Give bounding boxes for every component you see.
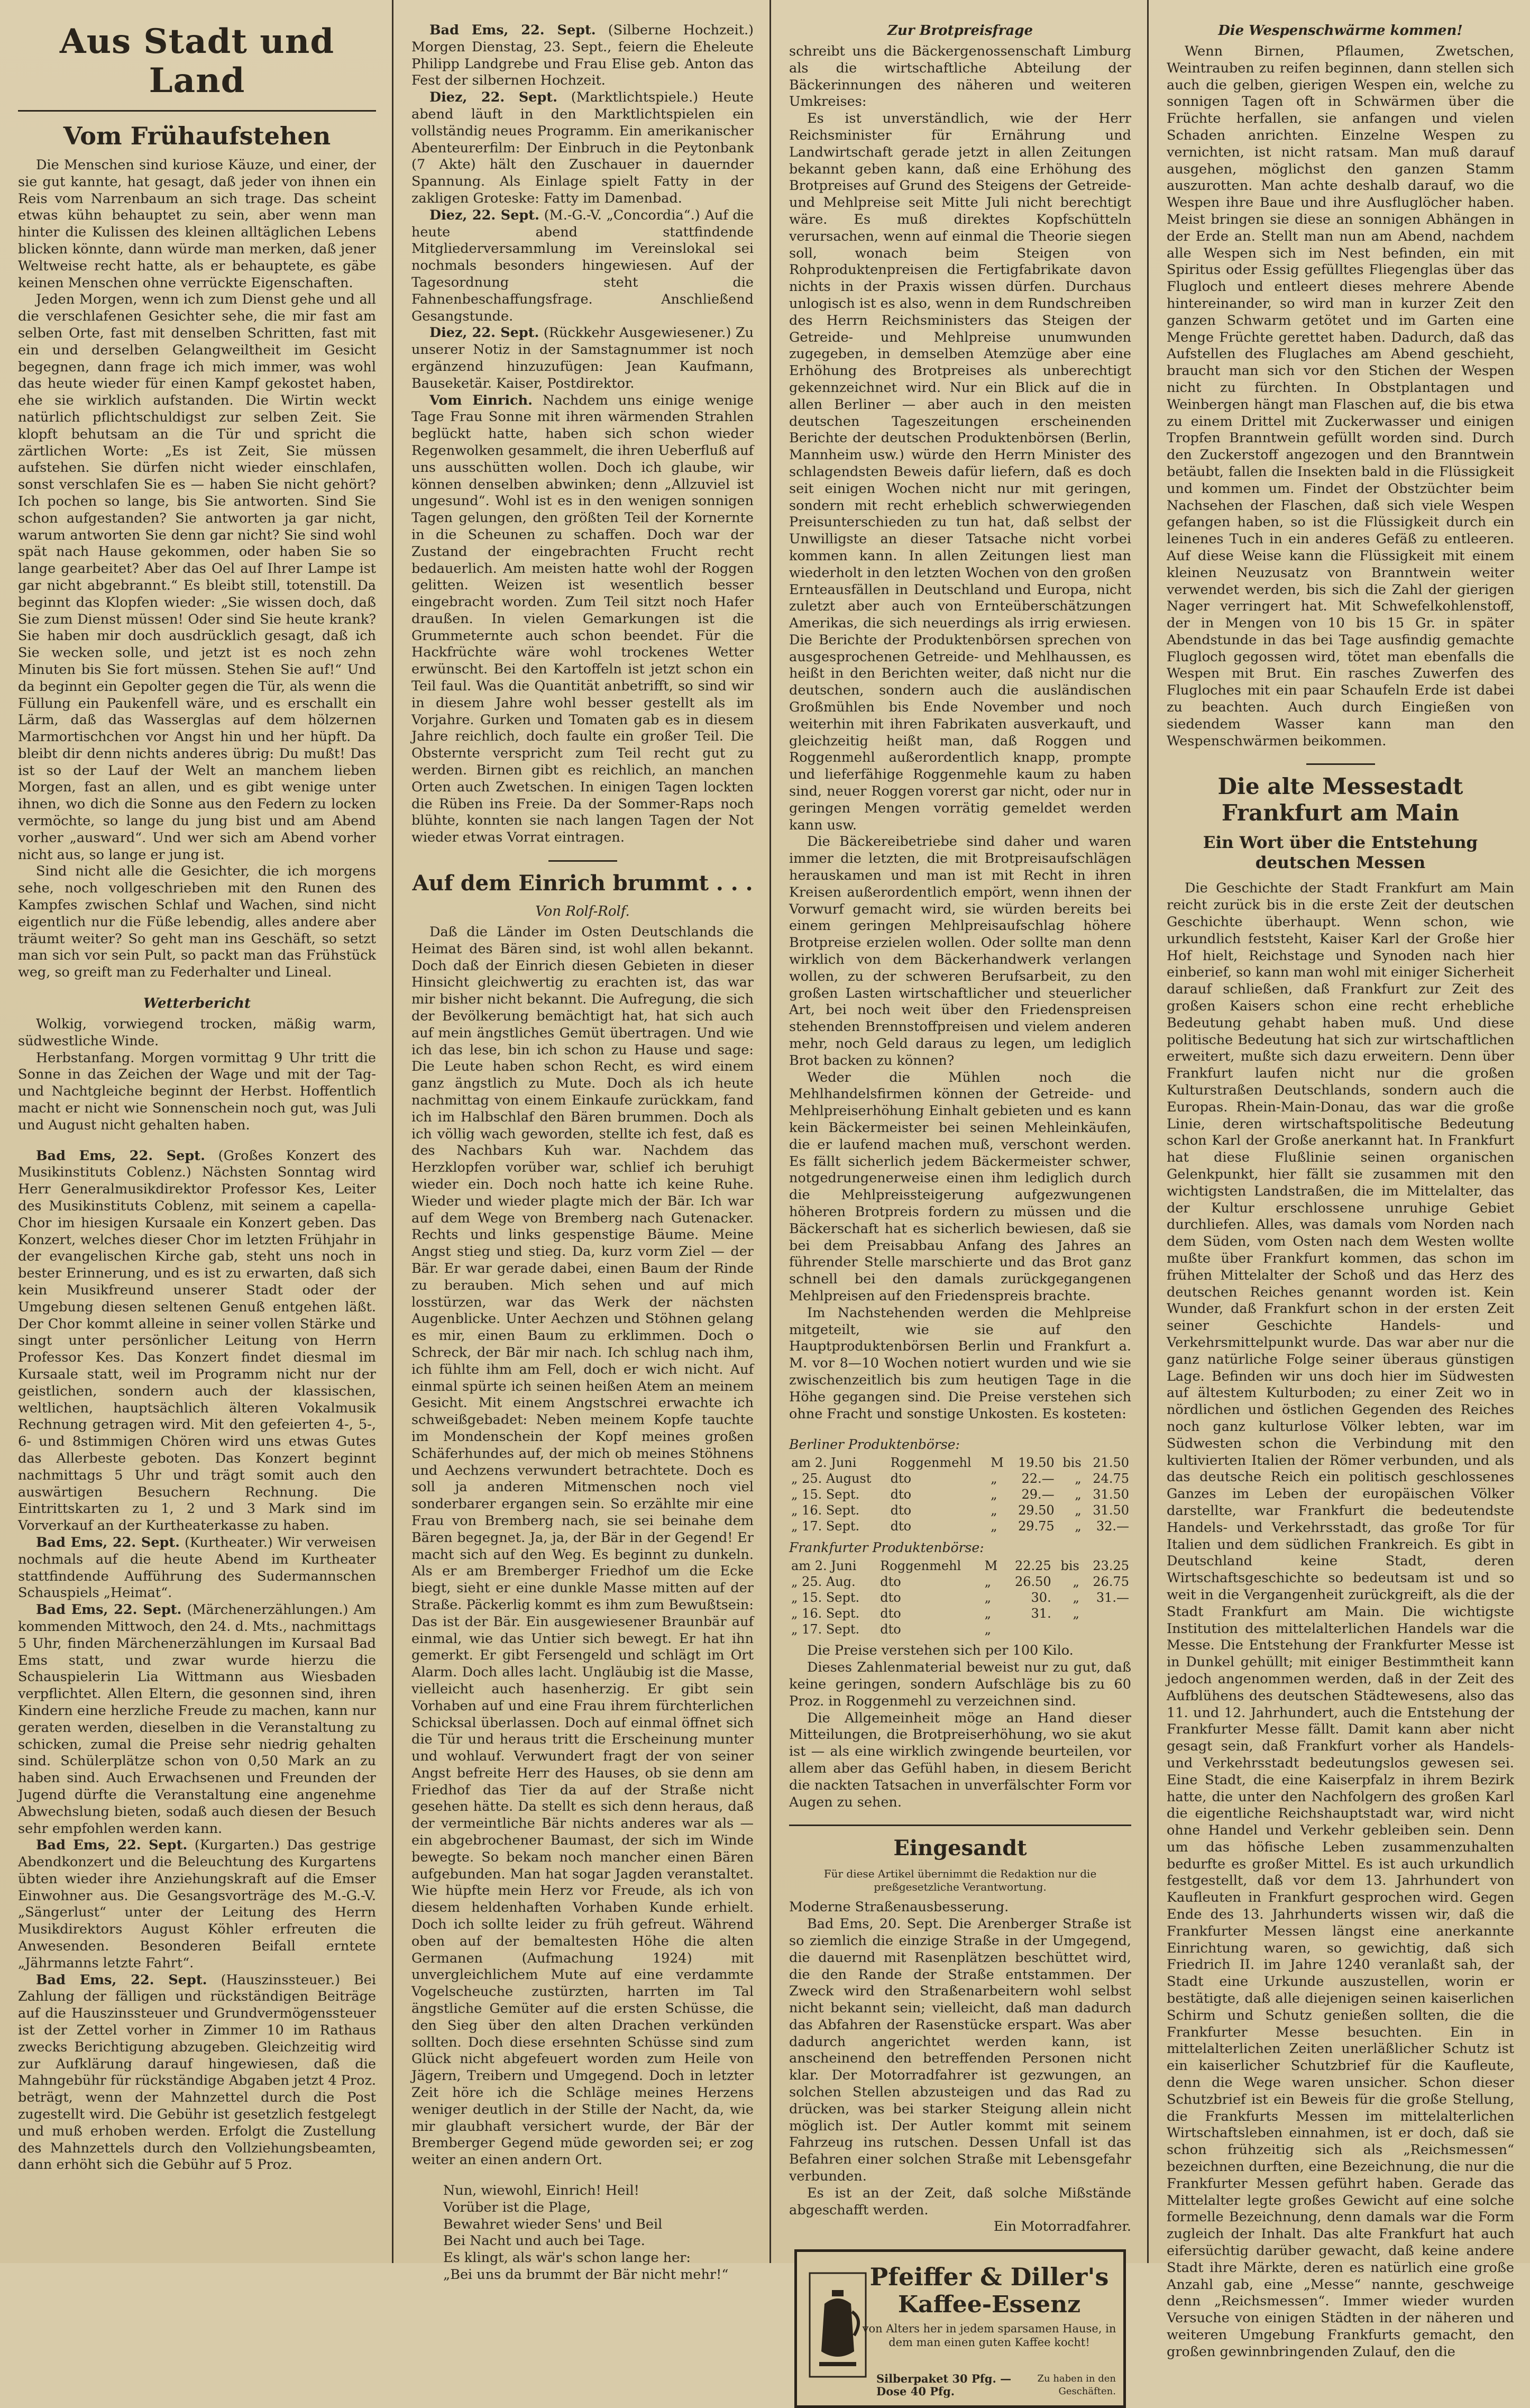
price-cell: „ <box>1073 1590 1079 1606</box>
news-item <box>411 89 754 207</box>
price-row <box>789 1486 1131 1502</box>
ad-footer <box>876 2373 1116 2398</box>
verse-line: Bei Nacht und auch bei Tage. <box>443 2233 645 2249</box>
price-cell: dto <box>880 1574 901 1590</box>
paragraph: Im Nachstehenden werden die Mehlpreise mitgeteilt, wie sie auf den Hauptproduktenbörsen Berlin und Frankfurt a. M. vor 8—10 Wochen notiert wurden und wie sie zwischenzeitlich bis zum heutigen Tage in die Höhe gegangen sind. Die Preise verstehen sich ohne Fracht und sonstige Unkosten. Es kosteten: <box>789 1305 1131 1422</box>
price-cell: 30. <box>1031 1590 1051 1606</box>
article-body <box>18 157 376 981</box>
price-cell: 26.50 <box>1014 1574 1051 1590</box>
article-title: Die Wespenschwärme kommen! <box>1218 23 1463 39</box>
news-text: (Großes Konzert des Musikinstituts Coblenz.) Nächsten Sonntag wird Herr Generalmusikdirektor Professor Kes, Leiter des Musikinstituts Coblenz, mit seinem a capella-Chor im hiesigen Kursaale ein Konzert geben. Das Konzert, welches dieser Chor im letzten Frühjahr in der evangelischen Kirche gab, steht uns noch in bester Erinnerung, und es ist zu erwarten, daß sich kein Musikfreund unserer Stadt oder der Umgebung diesen seltenen Genuß entgehen läßt. Der Chor kommt alleine in seiner vollen Stärke und singt unter persönlicher Leitung von Herrn Professor Kes. Das Konzert findet diesmal im Kursaale statt, weil im Programm nicht nur der geistlichen, sondern auch der klassischen, weltlichen, hauptsächlich älteren Vokalmusik Rechnung getragen wird. Mit den gefeierten 4-, 5-, 6- und 8stimmigen Chören wird uns etwas Gutes das Allerbeste geboten. Das Konzert beginnt nachmittags 5 Uhr und trägt somit auch den auswärtigen Besuchern Rechnung. Die Eintrittskarten zu 1, 2 und 3 Mark sind im Vorverkauf an der Kurtheaterkasse zu haben. <box>18 1147 376 1534</box>
editor-note: Für diese Artikel übernimmt die Redaktion nur die preßgesetzliche Verantwortung. <box>823 1867 1097 1894</box>
news-item <box>18 1602 376 1837</box>
story-author: Von Rolf-Rolf. <box>535 904 630 920</box>
paragraph: Dieses Zahlenmaterial beweist nur zu gut, daß keine geringen, sondern Aufschläge bis zu 60 Proz. in Roggenmehl zu verzeichnen sind. <box>789 1659 1131 1709</box>
price-cell: dto <box>880 1606 901 1621</box>
price-note: Die Preise verstehen sich per 100 Kilo. <box>807 1643 1074 1659</box>
price-cell <box>1082 1621 1131 1637</box>
dateline: Bad Ems, 22. Sept. <box>36 1972 207 1988</box>
price-cell: 29.50 <box>1018 1503 1055 1518</box>
paragraph: Wenn Birnen, Pflaumen, Zwetschen, Weintrauben zu reifen beginnen, dann stellen sich auch die gelben, gierigen Wespen ein, welche zu sonnigen Tagen oft in Schwärmen über die Früchte herfallen, sie anfangen und vielen Schaden anrichten. Einzelne Wespen zu vernichten, ist nicht ratsam. Man muß darauf ausgehen, möglichst den ganzen Stamm auszurotten. Man achte deshalb darauf, wo die Wespen ihre Baue und ihre Ausfluglöcher haben. Meist bringen sie diese an sonnigen Abhängen in der Erde an. Stellt man nun am Abend, nachdem alle Wespen sich im Nest befinden, ein mit Spiritus oder Essig gefülltes Fliegenglas über das Flugloch und entleert dieses mehrere Abende hintereinander, so wird man in kurzer Zeit den ganzen Schwarm getötet und im Garten eine Menge Früchte gerettet haben. Dadurch, daß das Aufstellen des Fluglaches am Abend geschieht, braucht man sich vor den Stichen der Wespen nicht zu fürchten. In Obstplantagen und Weinbergen hängt man Flaschen auf, die bis etwa zu einem Drittel mit Zuckerwasser und einigen Tropfen Branntwein gefüllt worden sind. Durch den Zuckerstoff angezogen und den Branntwein betäubt, fallen die Insekten bald in die Flüssigkeit und kommen um. Findet der Obstzüchter beim Nachsehen der Flaschen, daß sich viele Wespen gefangen haben, so ist die Flüssigkeit durch ein leinenes Tuch in ein anderes Gefäß zu entleeren. Auf diese Weise kann die Flüssigkeit mit einem kleinen Neuzusatz von Branntwein weiter verwendet werden, bis sich die Zahl der gierigen Nager verringert hat. Mit Schwefelkohlenstoff, der in Mengen von 10 bis 15 Gr. in später Abendstunde in das bei Tage ausfindig gemachte Flugloch gegossen wird, tötet man ebenfalls die Wespen mit Brut. Ein rasches Zuwerfen des Flugloches mit ein paar Schaufeln Erde ist dabei zu beachten. Auch durch Eingießen von siedendem Wasser kann man den Wespenschwärmen beikommen. <box>1167 43 1514 749</box>
paragraph: Es ist unverständlich, wie der Herr Reichsminister für Ernährung und Landwirtschaft gerade jetzt in allen Zeitungen bekannt geben kann, daß eine Erhöhung des Brotpreises auf Grund des Steigens der Getreide- und Mehlpreise seit Mitte Juli nicht berechtigt wäre. Es muß direktes Kopfschütteln verursachen, wenn auf einmal die Theorie siegen soll, wonach beim Steigen von Rohproduktenpreisen die Fertigfabrikate davon nichts in der Praxis wissen dürfen. Durchaus unlogisch ist es also, wenn in dem Rundschreiben des Herrn Reichsministers das Steigen der Getreide- und Mehlpreise unumwunden zugegeben, in demselben Atemzüge aber eine Erhöhung des Brotpreises als unberechtigt gekennzeichnet wird. Nur ein Blick auf die in allen Berliner — aber auch in den meisten deutschen Tageszeitungen erscheinenden Berichte der deutschen Produktenbörsen (Berlin, Mannheim usw.) würde den Herrn Minister des schlagendsten Beweis dafür liefern, daß es doch seit einigen Wochen nicht nur mit geringen, sondern mit recht erheblich schwerwiegenden Preisunterschieden zu tun hat, daß selbst der Unwilligste an dieser Tatsache nicht vorbei kommen kann. In allen Zeitungen liest man wiederholt in den letzten Wochen von den großen Ernteausfällen in Deutschland und Europa, nicht zuletzt aber auch von Ernteüberschätzungen Amerikas, die sich neuerdings als irrig erwiesen. Die Berichte der Produktenbörsen sprechen von ausgesprochenen Getreide- und Mehlhaussen, es heißt in den Berichten weiter, daß nicht nur die deutschen, sondern auch die ausländischen Großmühlen bis Ende November und noch weiterhin mit ihren Fabrikaten ausverkauft, und gleichzeitig heißt man, daß Roggen und Roggenmehl außerordentlich knapp, prompte und lieferfähige Roggenmehle kaum zu haben sind, neuer Roggen vorerst gar nicht, oder nur in geringen Mengen vorrätig gemeldet werden kann usw. <box>789 111 1131 833</box>
price-cell: „ <box>1075 1519 1082 1534</box>
section-title: Eingesandt <box>893 1836 1027 1861</box>
price-cell <box>1004 1621 1053 1637</box>
ad-tagline: von Alters her in jedem sparsamen Hause, in dem man einen guten Kaffee kocht! <box>862 2322 1116 2349</box>
article-body <box>1167 880 1514 2360</box>
news-item <box>18 1535 376 1602</box>
price-cell: „ <box>1073 1574 1079 1590</box>
price-cell: „ <box>984 1606 992 1621</box>
price-table-title: Frankfurter Produktenbörse: <box>789 1540 984 1556</box>
price-cell <box>1082 1606 1131 1621</box>
paragraph: Die Geschichte der Stadt Frankfurt am Main reicht zurück bis in die erste Zeit der deutschen Geschichte überhaupt. Wenn schon, wie urkundlich feststeht, Kaiser Karl der Große hier Hof hielt, Reichstage und Synoden nach hier einberief, so kann man wohl mit einiger Sicherheit darauf schließen, daß Frankfurt zur Zeit des großen Kaisers schon eine recht erhebliche Bedeutung gehabt haben muß. Und diese politische Bedeutung hat sich zur wirtschaftlichen erweitert, mußte sich dazu erweitern. Denn über Frankfurt laufen nicht nur die großen Kulturstraßen Deutschlands, sondern auch die Europas. Rhein-Main-Donau, das war die große Linie, deren wirtschaftspolitische Bedeutung schon Karl der Große anerkannt hat. In Frankfurt hat diese Flußlinie seinen organischen Gelenkpunkt, hier fällt sie zusammen mit den wichtigsten Landstraßen, die im Mittelalter, das der Kultur erschlossene unruhige Gebiet durchliefen. Alles, was damals vom Norden nach dem Süden, vom Osten nach dem Westen wollte mußte über Frankfurt kommen, das schon im frühen Mittelalter der Schoß und das Herz des deutschen Reiches genannt worden ist. Kein Wunder, daß Frankfurt schon in der ersten Zeit seiner Geschichte Handels- und Verkehrsmittelpunkt wurde. Das war aber nur die ganz natürliche Folge seiner überaus günstigen Lage. Befinden wir uns doch hier im Südwesten auf ältestem Kulturboden; zu einer Zeit wo in nördlichen und östlichen Gegenden des Reiches noch ganz kulturlose Völker lebten, war im Südwesten schon die Verbindung mit den kultivierten Italien der Römer verbunden, und als das deutsche Reich ein politisch geschlossenes Ganzes im Leben der europäischen Völker darstellte, war Frankfurt die bedeutendste Handels- und Verkehrsstadt, das große Tor für Italien und dem südlichen Frankreich. Es gibt in Deutschland keine Stadt, deren Wirtschaftsgeschichte so bedeutsam ist und so weit in die Vergangenheit zurückgreift, als die der Stadt Frankfurt am Main. Die wichtigste Institution des mittelalterlichen Handels war die Messe. Die Entstehung der Frankfurter Messe ist in Dunkel gehüllt; mit einiger Bestimmtheit kann jedoch angenommen werden, daß in der Zeit des Aufblühens des deutschen Städtewesens, also das 11. und 12. Jahrhundert, auch die Entstehung der Frankfurter Messe fällt. Damit kann aber nicht gesagt sein, daß Frankfurt vorher als Handels- und Verkehrsstadt bedeutungslos gewesen sei. Eine Stadt, die eine Kaiserpfalz in ihrem Bezirk hatte, die unter den Nachfolgern des großen Karl die eigentliche Reichshauptstadt war, wird nicht ohne Handel und Verkehr gebleiben sein. Denn um das höfische Leben zusammenzuhalten bedurfte es großer Mittel. Es ist auch urkundlich festgestellt, daß vor dem 13. Jahrhundert von Kaufleuten in Frankfurt gesprochen wird. Gegen Ende des 13. Jahrhunderts wissen wir, daß die Frankfurter Messen längst eine anerkannte Einrichtung waren, so gewichtig, daß sich Friedrich II. im Jahre 1240 veranlaßt sah, der Stadt eine Urkunde auszustellen, worin er bestätigte, daß alle diejenigen seinen kaiserlichen Schirm und Schutz genießen sollten, die die Frankfurter Messe besuchten. Ein in mittelalterlichen Zeiten unerläßlicher Schutz ist ein kaiserlicher Schutzbrief für die Kaufleute, denn die Wege waren unsicher. Schon dieser Schutzbrief ist ein Beweis für die große Stellung, die Frankfurts Messen im mittelalterlichen Wirtschaftsleben einnahmen, ist er doch, daß sie schon frühzeitig sich als „Reichsmessen“ bezeichnen durften, eine Bezeichnung, die nur die Frankfurter Messen geführt haben. Gerade das Mittelalter legte großes Gewicht auf eine solche formelle Bezeichnung, denn damals war die Form zugleich der Inhalt. Das alte Frankfurt hat auch eifersüchtig darüber gewacht, daß keine andere Stadt ihre Märkte, deren es natürlich eine große Anzahl gab, eine „Messe“ nannte, geschweige denn „Reichsmessen“. Immer wieder wurden Versuche von einigen Städten in der näheren und weiteren Umgebung Frankfurts gemacht, den großen gewinnbringenden Zulauf, den die <box>1167 880 1514 2360</box>
divider <box>789 1825 1131 1826</box>
price-cell: bis <box>1062 1455 1082 1471</box>
weather-report <box>18 1016 376 1134</box>
price-cell: am 2. Juni <box>791 1558 857 1574</box>
price-row <box>789 1590 1131 1606</box>
ad-title: Pfeiffer & Diller's <box>869 2263 1109 2292</box>
dateline: Diez, 22. Sept. <box>429 207 539 223</box>
price-cell: „ 15. Sept. <box>791 1590 860 1606</box>
price-cell: „ <box>984 1574 992 1590</box>
paragraph: schreibt uns die Bäckergenossenschaft Limburg als die wirtschaftliche Abteilung der Bäckerinnungen des näheren und weiteren Umkreises: <box>789 43 1131 110</box>
news-item <box>18 1837 376 1972</box>
price-row <box>789 1455 1131 1471</box>
price-cell: 29.— <box>1021 1487 1055 1502</box>
price-cell: „ <box>1075 1471 1082 1486</box>
price-table-title: Berliner Produktenbörse: <box>789 1437 960 1453</box>
coffee-pot-icon <box>809 2272 867 2378</box>
price-row <box>789 1502 1131 1518</box>
price-cell: 19.50 <box>1018 1455 1055 1471</box>
price-cell: M <box>984 1558 998 1574</box>
price-row <box>789 1574 1131 1590</box>
verse-line: „Bei uns da brummt der Bär nicht mehr!“ <box>443 2267 729 2283</box>
verse <box>411 2183 754 2284</box>
price-cell: „ <box>991 1471 997 1486</box>
price-cell: „ 16. Sept. <box>791 1503 860 1518</box>
dateline: Bad Ems, 22. Sept. <box>36 1147 205 1164</box>
news-text: (Kurgarten.) Das gestrige Abendkonzert und die Beleuchtung des Kurgartens übten wieder ihre Anziehungskraft auf die Emser Einwohner aus. Die Gesangsvorträge des M.-G.-V. „Sängerlust“ unter der Leitung des Herrn Musikdirektors August Köhler erfreuten die Anwesenden. Besonderen Beifall erntete „Jährmanns letzte Fahrt“. <box>18 1837 376 1971</box>
price-cell: „ 25. Aug. <box>791 1574 856 1590</box>
article-body <box>789 43 1131 1422</box>
price-cell: dto <box>880 1590 901 1606</box>
price-cell: 31. <box>1031 1606 1051 1621</box>
verse-line: Vorüber ist die Plage, <box>443 2199 591 2215</box>
price-cell: 31.50 <box>1093 1503 1129 1518</box>
ad-availability: Zu haben in den Geschäften. <box>1037 2373 1116 2397</box>
dateline: Diez, 22. Sept. <box>429 89 557 106</box>
price-table-frankfurt <box>789 1558 1131 1637</box>
verse-line: Nun, wiewohl, Einrich! Heil! <box>443 2183 639 2199</box>
price-cell: „ <box>991 1503 997 1518</box>
price-cell: 29.75 <box>1018 1519 1055 1534</box>
price-cell: Roggenmehl <box>890 1455 972 1471</box>
price-cell: „ <box>1073 1606 1079 1621</box>
price-cell: „ 15. Sept. <box>791 1487 860 1502</box>
price-cell: 31.— <box>1096 1590 1129 1606</box>
price-cell: dto <box>890 1487 912 1502</box>
news-text: (Hauszinssteuer.) Bei Zahlung der fälligen und rückständigen Beiträge auf die Hauszinssteuer und Grundvermögenssteuer ist der Zettel vorher in Zimmer 10 im Rathaus zwecks Berichtigung abzugeben. Gleichzeitig wird zur Aufklärung darauf hingewiesen, daß die Mahngebühr für rückständige Abgaben jetzt 4 Proz. beträgt, wenn der Mahnzettel durch die Post zugestellt wird. Die Gebühr ist gesetzlich festgelegt und muß erhoben werden. Erfolgt die Zustellung des Mahnzettels durch den Vollziehungsbeamten, dann erhöht sich die Gebühr auf 5 Proz. <box>18 1972 376 2173</box>
ad-price: Silberpaket 30 Pfg. — Dose 40 Pfg. <box>876 2372 1012 2398</box>
price-cell: dto <box>880 1622 901 1637</box>
column-4 <box>1147 0 1530 2360</box>
column-2 <box>392 0 769 2283</box>
news-text: (Märchenerzählungen.) Am kommenden Mittwoch, den 24. d. Mts., nachmittags 5 Uhr, finden Märchenerzählungen im Kursaal Bad Ems statt, und zwar wurde hierzu die Schauspielerin Lia Wittmann aus Wiesbaden verpflichtet. Allen Eltern, die gesonnen sind, ihren Kindern eine herzliche Freude zu machen, kann nur geraten werden, dieselben in die Veranstaltung zu schicken, zumal die Preise sehr niedrig gehalten sind. Schülerplätze schon von 0,50 Mark an zu haben sind. Auch Erwachsenen und Freunden der Jugend dürfte die Veranstaltung eine angenehme Abwechslung bieten, sodaß auch diesen der Besuch sehr empfohlen werden kann. <box>18 1602 376 1837</box>
news-item <box>411 22 754 89</box>
price-cell: 32.— <box>1096 1519 1129 1534</box>
column-1 <box>0 0 392 2263</box>
price-cell: dto <box>890 1519 912 1534</box>
news-item <box>18 1148 376 1535</box>
paragraph: Daß die Länder im Osten Deutschlands die Heimat des Bären sind, ist wohl allen bekannt. Doch daß der Einrich diesen Gebieten in dieser Hinsicht gleichwertig zu erachten ist, das war mir bisher nicht bekannt. Die Aufregung, die sich der Bevölkerung bemächtigt hat, hat sich auch auf mein ängstliches Gemüt übertragen. Und wie ich das lese, bin ich schon zu Hause und sage: Die Leute haben schon Recht, es wird einem ganz ängstlich zu Mute. Doch als ich heute nachmittag von einem Einkaufe zurückkam, fand ich im Halbschlaf den Bären brummen. Doch als ich völlig wach geworden, stellte ich fest, daß es des Nachbars Kuh war. Nachdem das Herzklopfen vorüber war, schlief ich beruhigt wieder ein. Doch noch hatte ich keine Ruhe. Wieder und wieder plagte mich der Bär. Ich war auf dem Wege von Bremberg nach Gutenacker. Rechts und links gespenstige Bäume. Meine Angst stieg und stieg. Da, kurz vorm Ziel — der Bär. Er war gerade dabei, einen Baum der Rinde zu berauben. Mich sehen und auf mich losstürzen, war das Werk der nächsten Augenblicke. Unter Aechzen und Stöhnen gelang es mir, einen Baum zu erklimmen. Doch o Schreck, der Bär mir nach. Ich schlug nach ihm, ich fühlte ihm am Fell, doch er wich nicht. Auf einmal spürte ich seinen heißen Atem an meinem Gesicht. Mit einem Angstschrei erwachte ich schweißgebadet: Neben meinem Kopfe tauchte im Mondenschein der Kopf meines großen Schäferhundes auf, der mich ob meines Stöhnens und Aechzens verwundert betrachtete. Doch es soll ja anderen Mitmenschen noch viel sonderbarer ergangen sein. So erzählte mir eine Frau von Bremberg nach, sie sei beinahe dem Bären begegnet. Ja, ja, der Bär in der Gegend! Er macht sich auf den Weg. Es beginnt zu dunkeln. Als er am Bremberger Friedhof um die Ecke biegt, sieht er eine dunkle Masse mitten auf der Straße. Päckerlig kommt es ihm zum Bewußtsein: Das ist der Bär. Ein ausgewiesener Braunbär auf einmal, wie das Untier sich bewegt. Er hat ihn gemerkt. Er gibt Fersengeld und schlägt im Ort Alarm. Doch alles lacht. Ungläubig ist die Masse, vielleicht auch hasenherzig. Er gibt sein Vorhaben auf und eine Frau ihrem fürchterlichen Schicksal überlassen. Doch auf einmal öffnet sich die Tür und heraus tritt die Erscheinung munter und wohlauf. Verwundert fragt der von seiner Angst befreite Herr des Hauses, ob sie denn am Friedhof das Tier da auf der Straße nicht gesehen hätte. Da stellt es sich denn heraus, daß der vermeintliche Bär nichts anderes war als — ein abgebrochener Baumast, der sich im Winde bewegte. So bekam noch mancher einen Bären aufgebunden. Man hat sogar Jagden veranstaltet. Wie hüpfte mein Herz vor Freude, als ich von diesem heldenhaften Vorhaben Kunde erhielt. Doch ich sollte leider zu früh gefreut. Während oben auf der bemaltesten Höhe die alten Germanen (Aufmachung 1924) mit unvergleichlichem Mute auf eine verdammte Vogelscheuche zustürzten, harrten im Tal ängstliche Gemüter auf die ersten Schüsse, die den Sieg über den alten Drachen verkünden sollten. Doch diese ersehnten Schüsse sind zum Glück nicht abgefeuert worden zum Heile von Jägern, Treibern und Umgegend. Doch in letzter Zeit höre ich die Schläge meines Herzens weniger deutlich in der Stille der Nacht, da, wie mir glaubhaft versichert wurde, der Bär der Bremberger Gegend müde geworden sei; er zog weiter an einen andern Ort. <box>411 924 754 2168</box>
dateline: Bad Ems, 22. Sept. <box>36 1602 182 1618</box>
local-news <box>411 22 754 846</box>
price-cell: „ <box>984 1590 992 1606</box>
price-row <box>789 1518 1131 1534</box>
divider <box>548 860 617 862</box>
price-cell: 22.25 <box>1014 1558 1051 1574</box>
price-cell: 22.— <box>1021 1471 1055 1486</box>
paragraph: Wolkig, vorwiegend trocken, mäßig warm, südwestliche Winde. <box>18 1016 376 1049</box>
story-body <box>411 924 754 2169</box>
price-cell: „ 17. Sept. <box>791 1622 860 1637</box>
price-row <box>789 1621 1131 1637</box>
article-subtitle: Ein Wort über die Entstehung deutschen Messen <box>1203 833 1478 873</box>
divider <box>1306 763 1375 765</box>
letter-signature: Ein Motorradfahrer. <box>993 2219 1131 2235</box>
price-cell: „ <box>1075 1503 1082 1518</box>
dateline: Bad Ems, 22. Sept. <box>429 22 596 38</box>
paragraph: Die Allgemeinheit möge an Hand dieser Mitteilungen, die Brotpreiserhöhung, wo sie akut ist — als eine wirklich zwingende beurteilen, vor allem aber das Gefühl haben, in diesem Bericht die nackten Tatsachen in unverfälschter Form vor Augen zu sehen. <box>789 1710 1131 1810</box>
advertisement <box>794 2249 1126 2408</box>
price-cell: 23.25 <box>1093 1558 1129 1574</box>
article-body <box>1167 43 1514 750</box>
paragraph: Sind nicht alle die Gesichter, die ich morgens sehe, noch vollgeschrieben mit den Runen des Kampfes zwischen Schlaf und Wachen, sind nicht eigentlich nur die Füße lebendig, alles andere aber träumt weiter? So geht man ins Geschäft, so setzt man sich vor sein Pult, so packt man das Frühstück weg, so greift man zu Federhalter und Lineal. <box>18 863 376 981</box>
weather-title: Wetterbericht <box>143 996 251 1012</box>
news-text: Nachdem uns einige wenige Tage Frau Sonne mit ihren wärmenden Strahlen beglückt hatte, haben sich schon wieder Regenwolken gesammelt, die ihren Ueberfluß auf uns ausschütten wollen. Doch ich glaube, wir können denselben abwinken; denn „Allzuviel ist ungesund“. Wohl ist es in den wenigen sonnigen Tagen gelungen, den größten Teil der Kornernte in die Scheunen zu schaffen. Doch war der Zustand der eingebrachten Frucht recht bedauerlich. Am meisten hatte wohl der Roggen gelitten. Weizen ist wesentlich besser eingebracht worden. Zum Teil sitzt noch Hafer draußen. In vielen Gemarkungen ist die Grummeternte auch schon beendet. Für die Hackfrüchte wäre wohl trockenes Wetter erwünscht. Bei den Kartoffeln ist jetzt schon ein Teil faul. Was die Quantität anbetrifft, so sind wir in diesem Jahre wohl besser gestellt als im Vorjahre. Gurken und Tomaten gab es in diesem Jahre reichlich, doch faulte ein großer Teil. Die Obsternte verspricht zum Teil recht gut zu werden. Birnen gibt es reichlich, an manchen Orten auch Zwetschen. In einigen Tagen lockten die Rüben ins Freie. Da der Sommer-Raps noch blühte, konnten sie nach langen Tagen der Not wieder etwas Vorrat eintragen. <box>411 392 754 846</box>
price-cell: dto <box>890 1471 912 1486</box>
price-cell <box>1053 1621 1082 1637</box>
price-row <box>789 1471 1131 1486</box>
dateline: Bad Ems, 22. Sept. <box>36 1837 188 1854</box>
paragraph: Weder die Mühlen noch die Mehlhandelsfirmen können der Getreide- und Mehlpreiserhöhung Einhalt gebieten und es kann kein Bäckermeister bei seinen Mehleinkäufen, die er laufend machen muß, verschont werden. Es fällt sicherlich jedem Bäckermeister schwer, notgedrungenerweise einen ihm lediglich durch die Mehlpreissteigerung aufgezwungenen höheren Brotpreis fordern zu müssen und die Bäckerschaft hat es sicherlich bewiesen, daß sie bei dem Preisabbau Anfang des Jahres an führender Stelle marschierte und das Brot ganz schnell bei den damals zurückgegangenen Mehlpreisen auf den Friedenspreis brachte. <box>789 1069 1131 1304</box>
dateline: Vom Einrich. <box>429 392 533 408</box>
price-cell: bis <box>1060 1558 1079 1574</box>
news-text: (Kurtheater.) Wir verweisen nochmals auf die heute Abend im Kurtheater stattfindende Aufführung des Sudermannschen Schauspiels „Heimat“. <box>18 1534 376 1601</box>
letter-text: Es ist an der Zeit, daß solche Mißstände abgeschafft werden. <box>789 2185 1131 2218</box>
article-title: Zur Brotpreisfrage <box>887 23 1033 39</box>
price-cell: „ <box>991 1519 997 1534</box>
price-cell: 26.75 <box>1093 1574 1129 1590</box>
article-title: Die alte Messestadt Frankfurt am Main <box>1217 773 1463 826</box>
price-cell: „ <box>991 1487 997 1502</box>
price-cell: „ 25. August <box>791 1471 872 1486</box>
article-title: Vom Frühaufstehen <box>63 122 331 150</box>
column-3 <box>769 0 1147 2398</box>
letter-subject: Moderne Straßenausbesserung. <box>789 1899 1009 1916</box>
news-text: (Rückkehr Ausgewiesener.) Zu unserer Notiz in der Samstagnummer ist noch ergänzend hinzuzufügen: Jean Kaufmann, Bauseketär. Kaiser, Postdirektor. <box>411 325 754 391</box>
paragraph: Herbstanfang. Morgen vormittag 9 Uhr tritt die Sonne in das Zeichen der Wage und mit der Tag- und Nachtgleiche beginnt der Herbst. Hoffentlich macht er nicht wie Sonnenschein noch gut, was Juli und August nicht gehalten haben. <box>18 1050 376 1133</box>
letter-text: Bad Ems, 20. Sept. Die Arenberger Straße ist so ziemlich die einzige Straße in der Umgegend, die dauernd mit Rasenplätzen beschüttet wird, die den Rande der Straße entstammen. Der Zweck wird den Straßenarbeitern wohl selbst nicht bekannt sein; vielleicht, daß man dadurch das Abfahren der Rasenstücke erspart. Was aber dadurch angerichtet werden kann, ist anscheinend den betreffenden Personen nicht klar. Der Motorradfahrer ist gezwungen, an solchen Stellen abzusteigen und das Rad zu drücken, was bei starker Steigung allein nicht möglich ist. Der Autler kommt mit seinem Fahrzeug ins rutschen. Dessen Unfall ist das Befahren einer solchen Straße mit Lebensgefahr verbunden. <box>789 1916 1131 2185</box>
dateline: Bad Ems, 22. Sept. <box>36 1534 180 1550</box>
paragraph: Jeden Morgen, wenn ich zum Dienst gehe und all die verschlafenen Gesichter sehe, die mir fast am selben Orte, fast mit denselben Schritten, fast mit ein und derselben Gelangweiltheit im Gesicht begegnen, dann frage ich mich immer, was wohl das heute wieder für einen Kampf gekostet haben, ehe sie wirklich aufstanden. Die Wirtin weckt natürlich pflichtschuldigst zur selben Zeit. Sie klopft behutsam an die Tür und spricht die zärtlichen Worte: „Es ist Zeit, Sie müssen aufstehen. Sie dürfen nicht wieder einschlafen, sonst verschlafen Sie es — haben Sie nicht gehört? Ich pochen so lange, bis Sie antworten. Sind Sie schon aufgestanden? Sie antworten ja gar nicht, warum antworten Sie denn gar nicht? Sie sind wohl spät nach Hause gekommen, oder haben Sie so lange gearbeitet? Aber das Oel auf Ihrer Lampe ist gar nicht abgebrannt.“ Es bleibt still, totenstill. Da beginnt das Klopfen wieder: „Sie wissen doch, daß Sie zum Dienst müssen! Oder sind Sie heute krank? Sie haben mir doch ausdrücklich gesagt, daß ich Sie wecken solle, und jetzt ist es noch zehn Minuten bis Sie fort müssen. Stehen Sie auf!“ Und da beginnt ein Gepolter gegen die Tür, als wenn die Füllung ein Paukenfell wäre, und es erschallt ein Lärm, daß das Wasserglas auf dem hölzernen Marmortischchen vor Angst hin und her hüpft. Da bleibt dir denn nichts anderes übrig: Du mußt! Das ist so der Lauf der Welt an manchem lieben Morgen, fast an allen, und es gibt wenige unter ihnen, wo dich die Sonne aus den Federn zu locken vermöchte, so lange du jung bist und am Abend vorher „ausward“. Und wer sich am Abend vorher nicht aus, so lange er jung ist. <box>18 291 376 863</box>
section-masthead: Aus Stadt und Land <box>59 22 335 101</box>
price-cell: „ 17. Sept. <box>791 1519 860 1534</box>
price-cell: „ <box>984 1622 992 1637</box>
price-cell: Roggenmehl <box>880 1558 961 1574</box>
paragraph: Die Bäckereibetriebe sind daher und waren immer die letzten, die mit Brotpreisaufschlägen herauskamen und man ist mit Recht in ihren Kreisen außerordentlich empört, wenn ihnen der Vorwurf gemacht wird, sie würden bereits bei einem geringen Mehlpreisaufschlag höhere Brotpreise erzielen wollen. Oder sollte man denn wirklich von dem Bäckerhandwerk verlangen wollen, zu der schweren Berufsarbeit, zu den großen Lasten wirtschaftlicher und steuerlicher Art, bei noch weit über den Friedenspreisen stehenden Brennstoffpreisen und vielem anderen mehr, noch Geld daraus zu legen, um lediglich Brot backen zu können? <box>789 834 1131 1069</box>
verse-line: Bewahret wieder Sens' und Beil <box>443 2216 663 2232</box>
news-item <box>411 207 754 325</box>
divider <box>18 110 376 112</box>
news-text: (Marktlichtspiele.) Heute abend läuft in den Marktlichtspielen ein vollständig neues Programm. Ein amerikanischer Abenteurerfilm: Der Einbruch in die Peytonbank (7 Akte) hält den Zuschauer in dauernder Spannung. Als Einlage spielt Fatty in der zakligen Groteske: Fatty im Damenbad. <box>411 89 754 206</box>
news-text: (M.-G.-V. „Concordia“.) Auf die heute abend stattfindende Mitgliederversammlung im Vereinslokal sei nochmals besonders hingewiesen. Auf der Tagesordnung steht die Fahnenbeschaffungsfrage. Anschließend Gesangstunde. <box>411 207 754 324</box>
news-item <box>18 1972 376 2174</box>
verse-line: Es klingt, als wär's schon lange her: <box>443 2250 691 2266</box>
price-cell: 21.50 <box>1093 1455 1129 1471</box>
price-cell: „ 16. Sept. <box>791 1606 860 1621</box>
price-cell: M <box>991 1455 1004 1471</box>
price-cell: am 2. Juni <box>791 1455 857 1471</box>
ad-subtitle: Kaffee-Essenz <box>897 2291 1081 2319</box>
news-text: (Silberne Hochzeit.) Morgen Dienstag, 23. Sept., feiern die Eheleute Philipp Landgrebe und Frau Elise geb. Anton das Fest der silbernen Hochzeit. <box>411 22 754 89</box>
price-cell: 31.50 <box>1093 1487 1129 1502</box>
price-row <box>789 1606 1131 1621</box>
price-table-berlin <box>789 1455 1131 1534</box>
paragraph: Die Menschen sind kuriose Käuze, und einer, der sie gut kannte, hat gesagt, daß jeder von ihnen ein Reis vom Narrenbaum an sich trage. Das scheint etwas kühn behauptet zu sein, aber wenn man hinter die Kulissen des kleinen alltäglichen Lebens blicken könnte, dann würde man merken, daß jener Weltweise recht hatte, als er behauptete, es gäbe keinen Menschen ohne verrückte Eigenschaften. <box>18 157 376 291</box>
article-body <box>789 1659 1131 1811</box>
news-item <box>411 325 754 392</box>
price-cell: dto <box>890 1503 912 1518</box>
news-item <box>411 393 754 847</box>
local-news <box>18 1148 376 2174</box>
dateline: Diez, 22. Sept. <box>429 325 539 341</box>
price-cell: 24.75 <box>1093 1471 1129 1486</box>
price-row <box>789 1558 1131 1574</box>
price-cell: „ <box>1075 1487 1082 1502</box>
story-title: Auf dem Einrich brummt . . . <box>412 871 753 896</box>
